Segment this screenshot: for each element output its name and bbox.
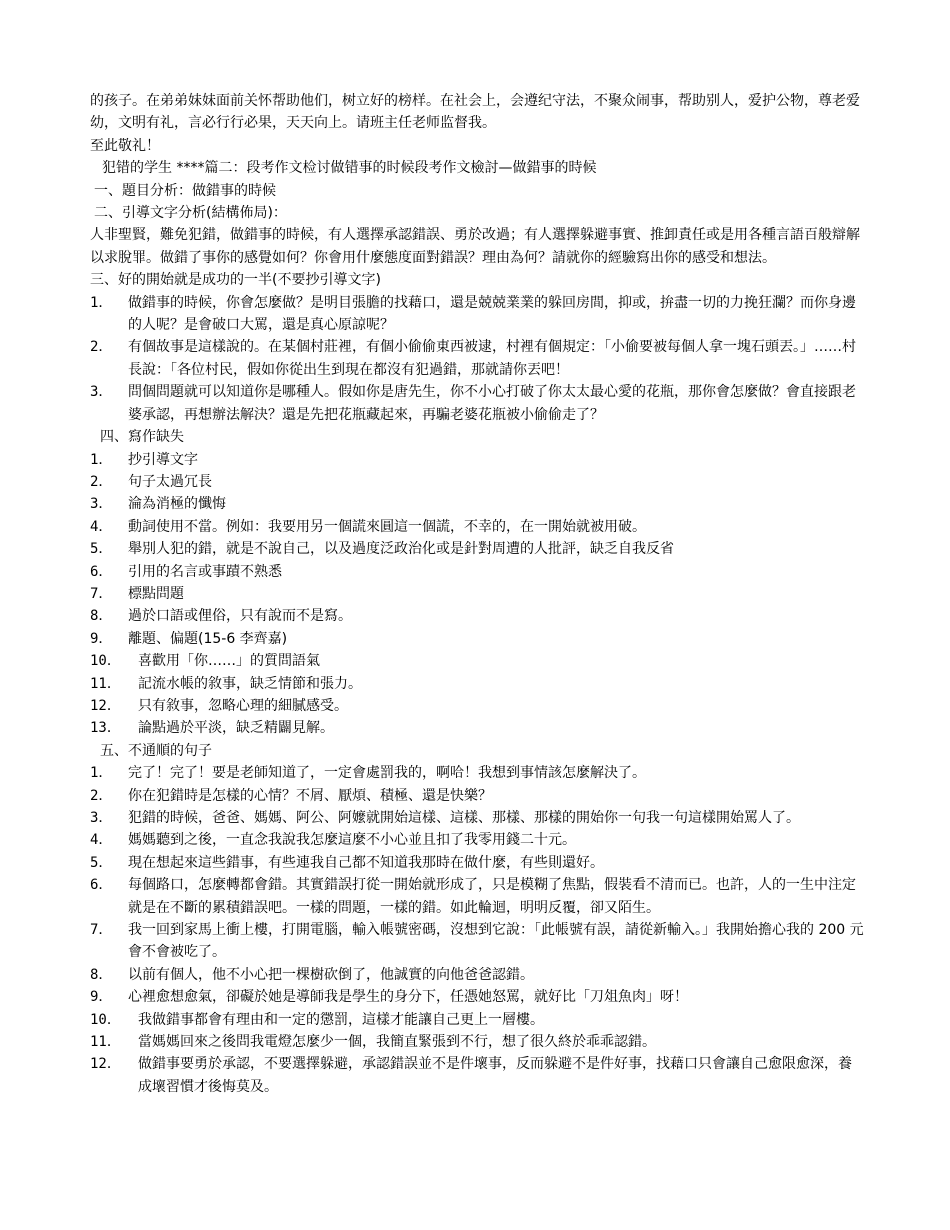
list-item-number: 3． <box>90 810 113 826</box>
signature-line: 犯错的学生 ****篇二：段考作文检讨做错事的时候段考作文檢討—做錯事的時候 <box>102 160 597 177</box>
list-item-number: 11． <box>90 1034 121 1051</box>
list-item <box>90 807 865 829</box>
list-item-text: 句子太過冗長 <box>128 473 212 490</box>
list-item-text: 只有敘事，忽略心理的細膩感受。 <box>138 697 348 714</box>
section-heading-4: 四、寫作缺失 <box>100 429 184 446</box>
list-item-text: 現在想起來這些錯事，有些連我自己都不知道我那時在做什麼，有些則還好。 <box>128 854 604 871</box>
list-item-number: 6． <box>90 877 113 894</box>
list-item-number: 7． <box>90 922 113 939</box>
list-item-number: 8． <box>90 966 113 983</box>
intro-paragraph: 的孩子。在弟弟妹妹面前关怀帮助他们，树立好的榜样。在社会上，会遵纪守法，不聚众闹事，帮助别人，爱护公物，尊老爱幼，文明有礼，言必行行必果，天天向上。请班主任老师监督我。 <box>90 93 860 132</box>
list-item-text: 媽媽聽到之後，一直念我說我怎麼這麼不小心並且扣了我零用錢二十元。 <box>128 832 576 849</box>
list-awkward-sentences <box>90 762 865 1098</box>
list-item-number: 2． <box>90 473 113 490</box>
list-item-number: 9． <box>90 989 113 1006</box>
list-item <box>90 829 865 851</box>
list-item <box>90 874 865 919</box>
list-item-number: 4． <box>90 832 113 849</box>
list-item-text: 每個路口，怎麼轉都會錯。其實錯誤打從一開始就形成了，只是模糊了焦點，假裝看不清而已。也許，人的一生中注定就是在不斷的累積錯誤吧。一樣的問題，一樣的錯。如此輪迴，明明反覆，卻又陌生。 <box>128 877 856 916</box>
list-item-text: 動詞使用不當。例如：我要用另一個謊來圓這一個謊，不幸的，在一開始就被用破。 <box>128 518 646 535</box>
list-item-number: 12． <box>90 1056 121 1073</box>
list-item-text: 做錯事的時候，你會怎麼做？是明目張膽的找藉口，還是兢兢業業的躲回房間，抑或，拚盡一切的力挽狂瀾？而你身邊的人呢？是會破口大罵，還是真心原諒呢？ <box>128 294 856 334</box>
list-item-number: 5． <box>90 854 113 871</box>
section-heading-1: 一、題目分析：做錯事的時候 <box>94 182 276 199</box>
list-item <box>90 695 865 717</box>
list-item <box>90 628 865 650</box>
list-item-text: 論點過於平淡，缺乏精闢見解。 <box>138 720 334 737</box>
list-good-openings <box>90 292 865 426</box>
list-item-number: 1． <box>90 294 113 311</box>
list-item-text: 犯錯的時候，爸爸、媽媽、阿公、阿嬤就開始這樣、這樣、那樣、那樣的開始你一句我一句這樣開始罵人了。 <box>128 810 800 826</box>
list-item-text: 做錯事要勇於承認，不要選擇躲避，承認錯誤並不是件壞事，反而躲避不是件好事，找藉口只會讓自己愈限愈深，養成壞習慣才後悔莫及。 <box>138 1056 852 1095</box>
list-item-number: 10． <box>90 653 121 670</box>
list-item-number: 10． <box>90 1011 121 1028</box>
list-item-text: 離題、偏題(15-6 李齊嘉) <box>128 630 288 647</box>
list-item <box>90 538 865 560</box>
list-item-number: 13． <box>90 720 121 737</box>
list-item <box>90 785 865 807</box>
list-item-text: 過於口語或俚俗，只有說而不是寫。 <box>128 608 352 625</box>
list-item-text: 舉別人犯的錯，就是不說自己，以及過度泛政治化或是針對周遭的人批評，缺乏自我反省 <box>128 541 674 558</box>
list-item-number: 6． <box>90 563 113 580</box>
list-item-text: 問個問題就可以知道你是哪種人。假如你是唐先生，你不小心打破了你太太最心愛的花瓶，那你會怎麼做？會直接跟老婆承認，再想辦法解決？還是先把花瓶藏起來，再騙老婆花瓶被小偷偷走了？ <box>128 384 856 423</box>
closing-line: 至此敬礼！ <box>90 137 160 154</box>
list-item <box>90 852 865 874</box>
list-item-number: 11． <box>90 675 121 692</box>
list-item <box>90 1009 865 1031</box>
list-item-number: 1． <box>90 765 113 782</box>
list-item-text: 標點問題 <box>128 585 184 602</box>
list-item-number: 3． <box>90 496 113 513</box>
list-item-number: 8． <box>90 608 113 625</box>
list-item <box>90 493 865 515</box>
section-heading-2: 二、引導文字分析(結構佈局)： <box>94 205 287 222</box>
list-item-number: 2． <box>90 339 113 356</box>
list-item-text: 心裡愈想愈氣，卻礙於她是導師我是學生的身分下，任憑她怒罵，就好比「刀俎魚肉」呀！ <box>128 989 688 1006</box>
list-item-number: 2． <box>90 787 113 804</box>
list-item-text: 你在犯錯時是怎樣的心情？不屑、厭煩、積極、還是快樂？ <box>128 787 492 804</box>
list-item-number: 5． <box>90 541 113 558</box>
list-item <box>90 516 865 538</box>
list-item-text: 有個故事是這樣說的。在某個村莊裡，有個小偷偷東西被逮，村裡有個規定：「小偷要被每個人拿一塊石頭丟。」……村長說：「各位村民，假如你從出生到現在都沒有犯過錯，那就請你丟吧！ <box>128 339 856 378</box>
document-page <box>90 90 865 1098</box>
list-item <box>90 605 865 627</box>
list-item <box>90 673 865 695</box>
list-item-number: 3． <box>90 384 113 401</box>
list-item <box>90 717 865 739</box>
list-item-text: 完了！完了！要是老師知道了，一定會處罰我的，啊哈！我想到事情該怎麼解決了。 <box>128 765 646 782</box>
list-item <box>90 336 865 381</box>
list-item-text: 以前有個人，他不小心把一棵樹砍倒了，他誠實的向他爸爸認錯。 <box>128 966 534 983</box>
list-item <box>90 561 865 583</box>
list-item-number: 4． <box>90 518 113 535</box>
list-item-text: 記流水帳的敘事，缺乏情節和張力。 <box>138 675 362 692</box>
list-item <box>90 919 865 964</box>
list-item-text: 淪為消極的懺悔 <box>128 496 226 513</box>
list-item-number: 7． <box>90 585 113 602</box>
list-item-number: 9． <box>90 630 113 647</box>
list-item-text: 我做錯事都會有理由和一定的懲罰，這樣才能讓自己更上一層樓。 <box>138 1011 544 1028</box>
list-item-text: 當媽媽回來之後問我電燈怎麼少一個，我簡直緊張到不行，想了很久終於乖乖認錯。 <box>138 1034 656 1051</box>
list-item <box>90 986 865 1008</box>
list-item-text: 喜歡用「你……」的質問語氣 <box>138 653 320 670</box>
list-item <box>90 449 865 471</box>
list-item <box>90 1053 865 1098</box>
list-writing-flaws <box>90 449 865 740</box>
guide-text-paragraph: 人非聖賢，難免犯錯，做錯事的時候，有人選擇承認錯誤、勇於改過；有人選擇躲避事實、推卸責任或是用各種言語百般辯解以求脫罪。做錯了事你的感覺如何？你會用什麼態度面對錯誤？理由為何？請就你的經驗寫出你的感受和想法。 <box>90 227 860 266</box>
section-heading-5: 五、不通順的句子 <box>100 742 212 759</box>
list-item-text: 我一回到家馬上衝上樓，打開電腦，輸入帳號密碼，沒想到它說：「此帳號有誤，請從新輸入。」我開始擔心我的 200 元會不會被吃了。 <box>128 922 864 961</box>
list-item-number: 12． <box>90 697 121 714</box>
list-item <box>90 583 865 605</box>
list-item-text: 引用的名言或事蹟不熟悉 <box>128 563 282 580</box>
list-item <box>90 471 865 493</box>
list-item <box>90 964 865 986</box>
list-item-number: 1． <box>90 451 113 468</box>
list-item-text: 抄引導文字 <box>128 451 198 468</box>
section-heading-3: 三、好的開始就是成功的一半(不要抄引導文字) <box>90 272 381 289</box>
list-item <box>90 292 865 337</box>
list-item <box>90 1031 865 1053</box>
list-item <box>90 650 865 672</box>
list-item <box>90 381 865 426</box>
list-item <box>90 762 865 784</box>
